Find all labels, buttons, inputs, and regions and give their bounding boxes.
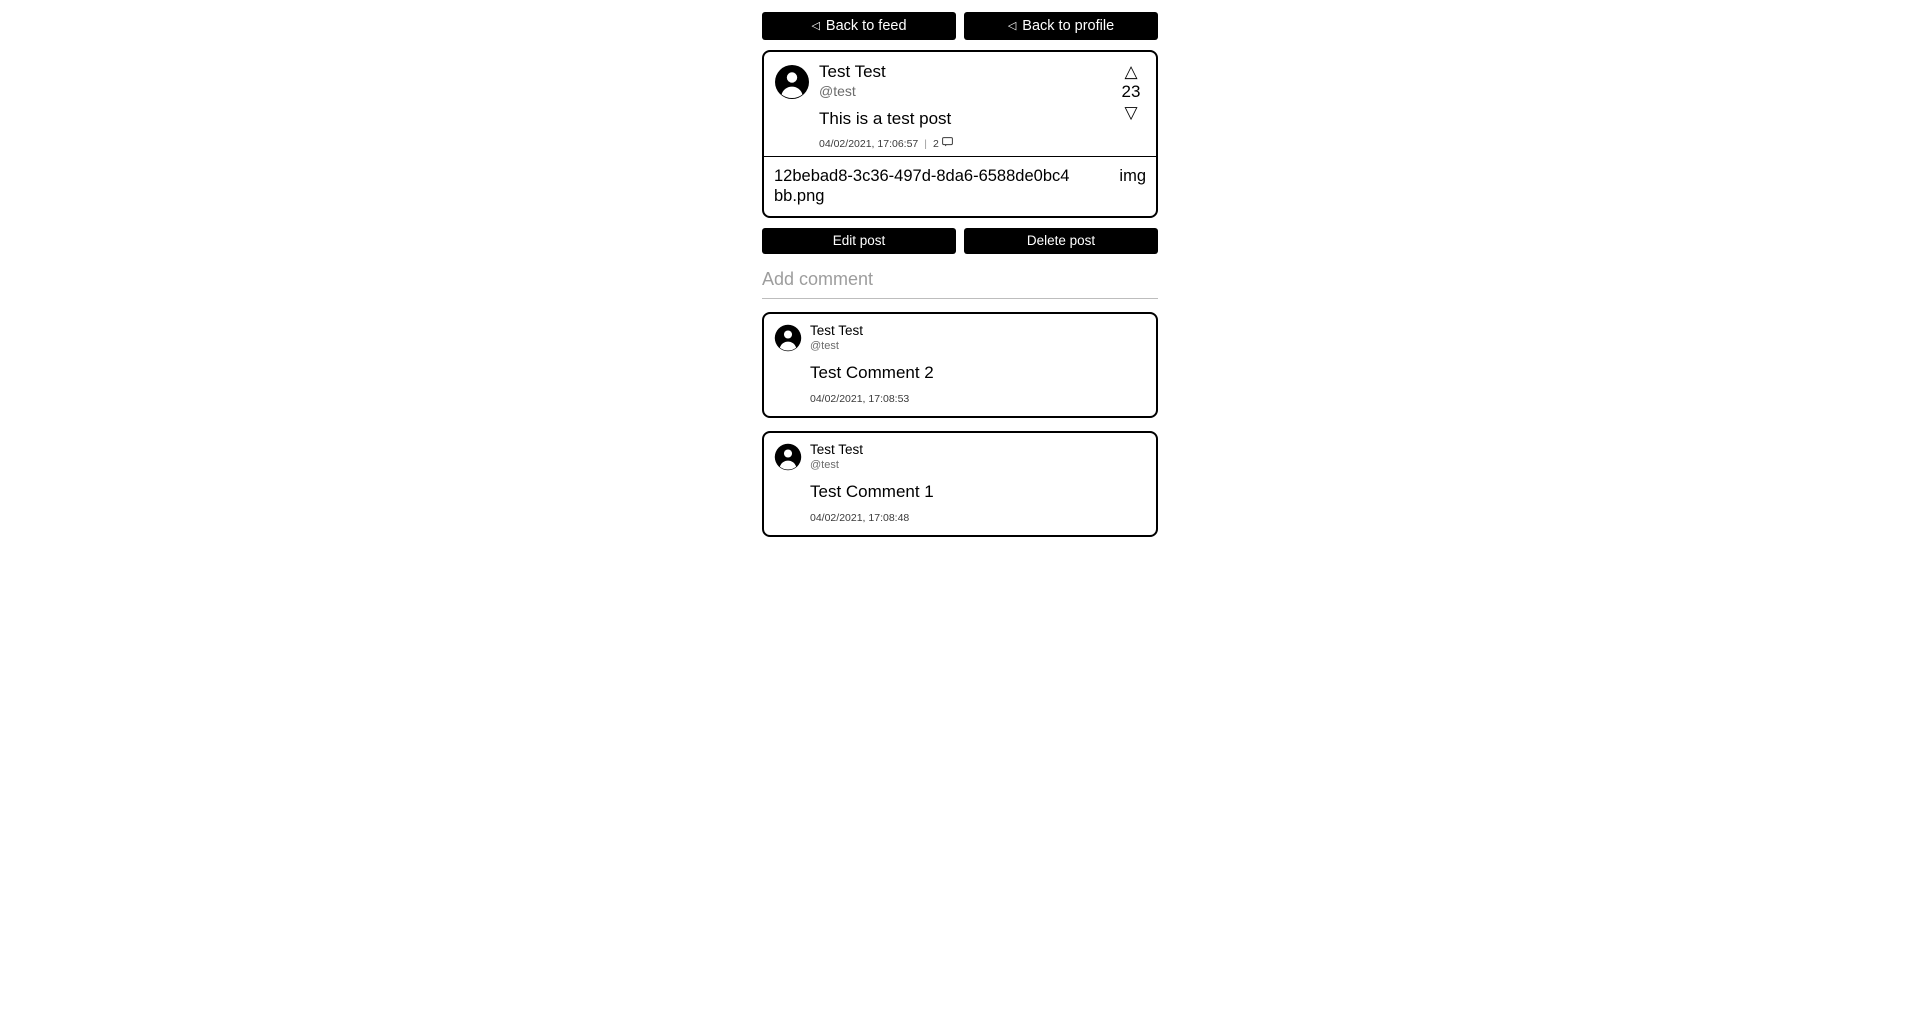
post-author-name: Test Test: [819, 62, 886, 81]
post-main: [764, 52, 1156, 156]
post-author-handle: @test: [819, 83, 856, 99]
content-column: [762, 12, 1158, 537]
comment-text: Test Comment 1: [810, 482, 934, 501]
downvote-icon[interactable]: ▽: [1124, 103, 1138, 122]
upvote-icon[interactable]: △: [1124, 62, 1138, 81]
vote-score: 23: [1121, 82, 1141, 101]
edit-post-button[interactable]: Edit post: [762, 228, 956, 254]
comment-bubble-icon: [942, 137, 953, 150]
comment-body: [810, 323, 1146, 406]
post-text: This is a test post: [819, 109, 952, 128]
attachment-type-label: img: [1119, 167, 1146, 185]
comment-count-value: 2: [933, 137, 939, 150]
post-body: [819, 62, 1146, 150]
comment-item: [762, 312, 1158, 418]
comment-author-name: Test Test: [810, 442, 864, 457]
post-comment-count: [933, 137, 953, 150]
comment-timestamp: 04/02/2021, 17:08:53: [810, 393, 910, 405]
post-card: [762, 50, 1158, 218]
back-to-feed-button[interactable]: [762, 12, 956, 40]
avatar-icon: [774, 64, 810, 100]
comment-body: [810, 442, 1146, 525]
add-comment-form: [762, 269, 1158, 299]
post-attachment: [764, 156, 1156, 216]
comment-item: [762, 431, 1158, 537]
post-timestamp: 04/02/2021, 17:06:57: [819, 137, 919, 150]
meta-separator: |: [924, 137, 927, 150]
post-meta: [819, 137, 1146, 150]
comment-text: Test Comment 2: [810, 363, 934, 382]
vote-controls: [1116, 62, 1146, 122]
comment-timestamp: 04/02/2021, 17:08:48: [810, 512, 910, 524]
delete-post-button[interactable]: Delete post: [964, 228, 1158, 254]
add-comment-input[interactable]: [762, 269, 1158, 299]
comment-author-handle: @test: [810, 459, 839, 471]
back-to-profile-button[interactable]: [964, 12, 1158, 40]
back-arrow-icon: ◁: [811, 19, 820, 32]
back-to-profile-label: Back to profile: [1022, 18, 1115, 34]
post-actions: [762, 228, 1158, 254]
comment-author-handle: @test: [810, 340, 839, 352]
comment-author-name: Test Test: [810, 323, 864, 338]
attachment-filename[interactable]: 12bebad8-3c36-497d-8da6-6588de0bc4bb.png: [774, 167, 1070, 205]
avatar-icon: [774, 443, 802, 471]
back-to-feed-label: Back to feed: [825, 18, 907, 34]
back-arrow-icon: ◁: [1007, 19, 1017, 32]
top-nav: [762, 12, 1158, 40]
avatar-icon: [774, 324, 802, 352]
